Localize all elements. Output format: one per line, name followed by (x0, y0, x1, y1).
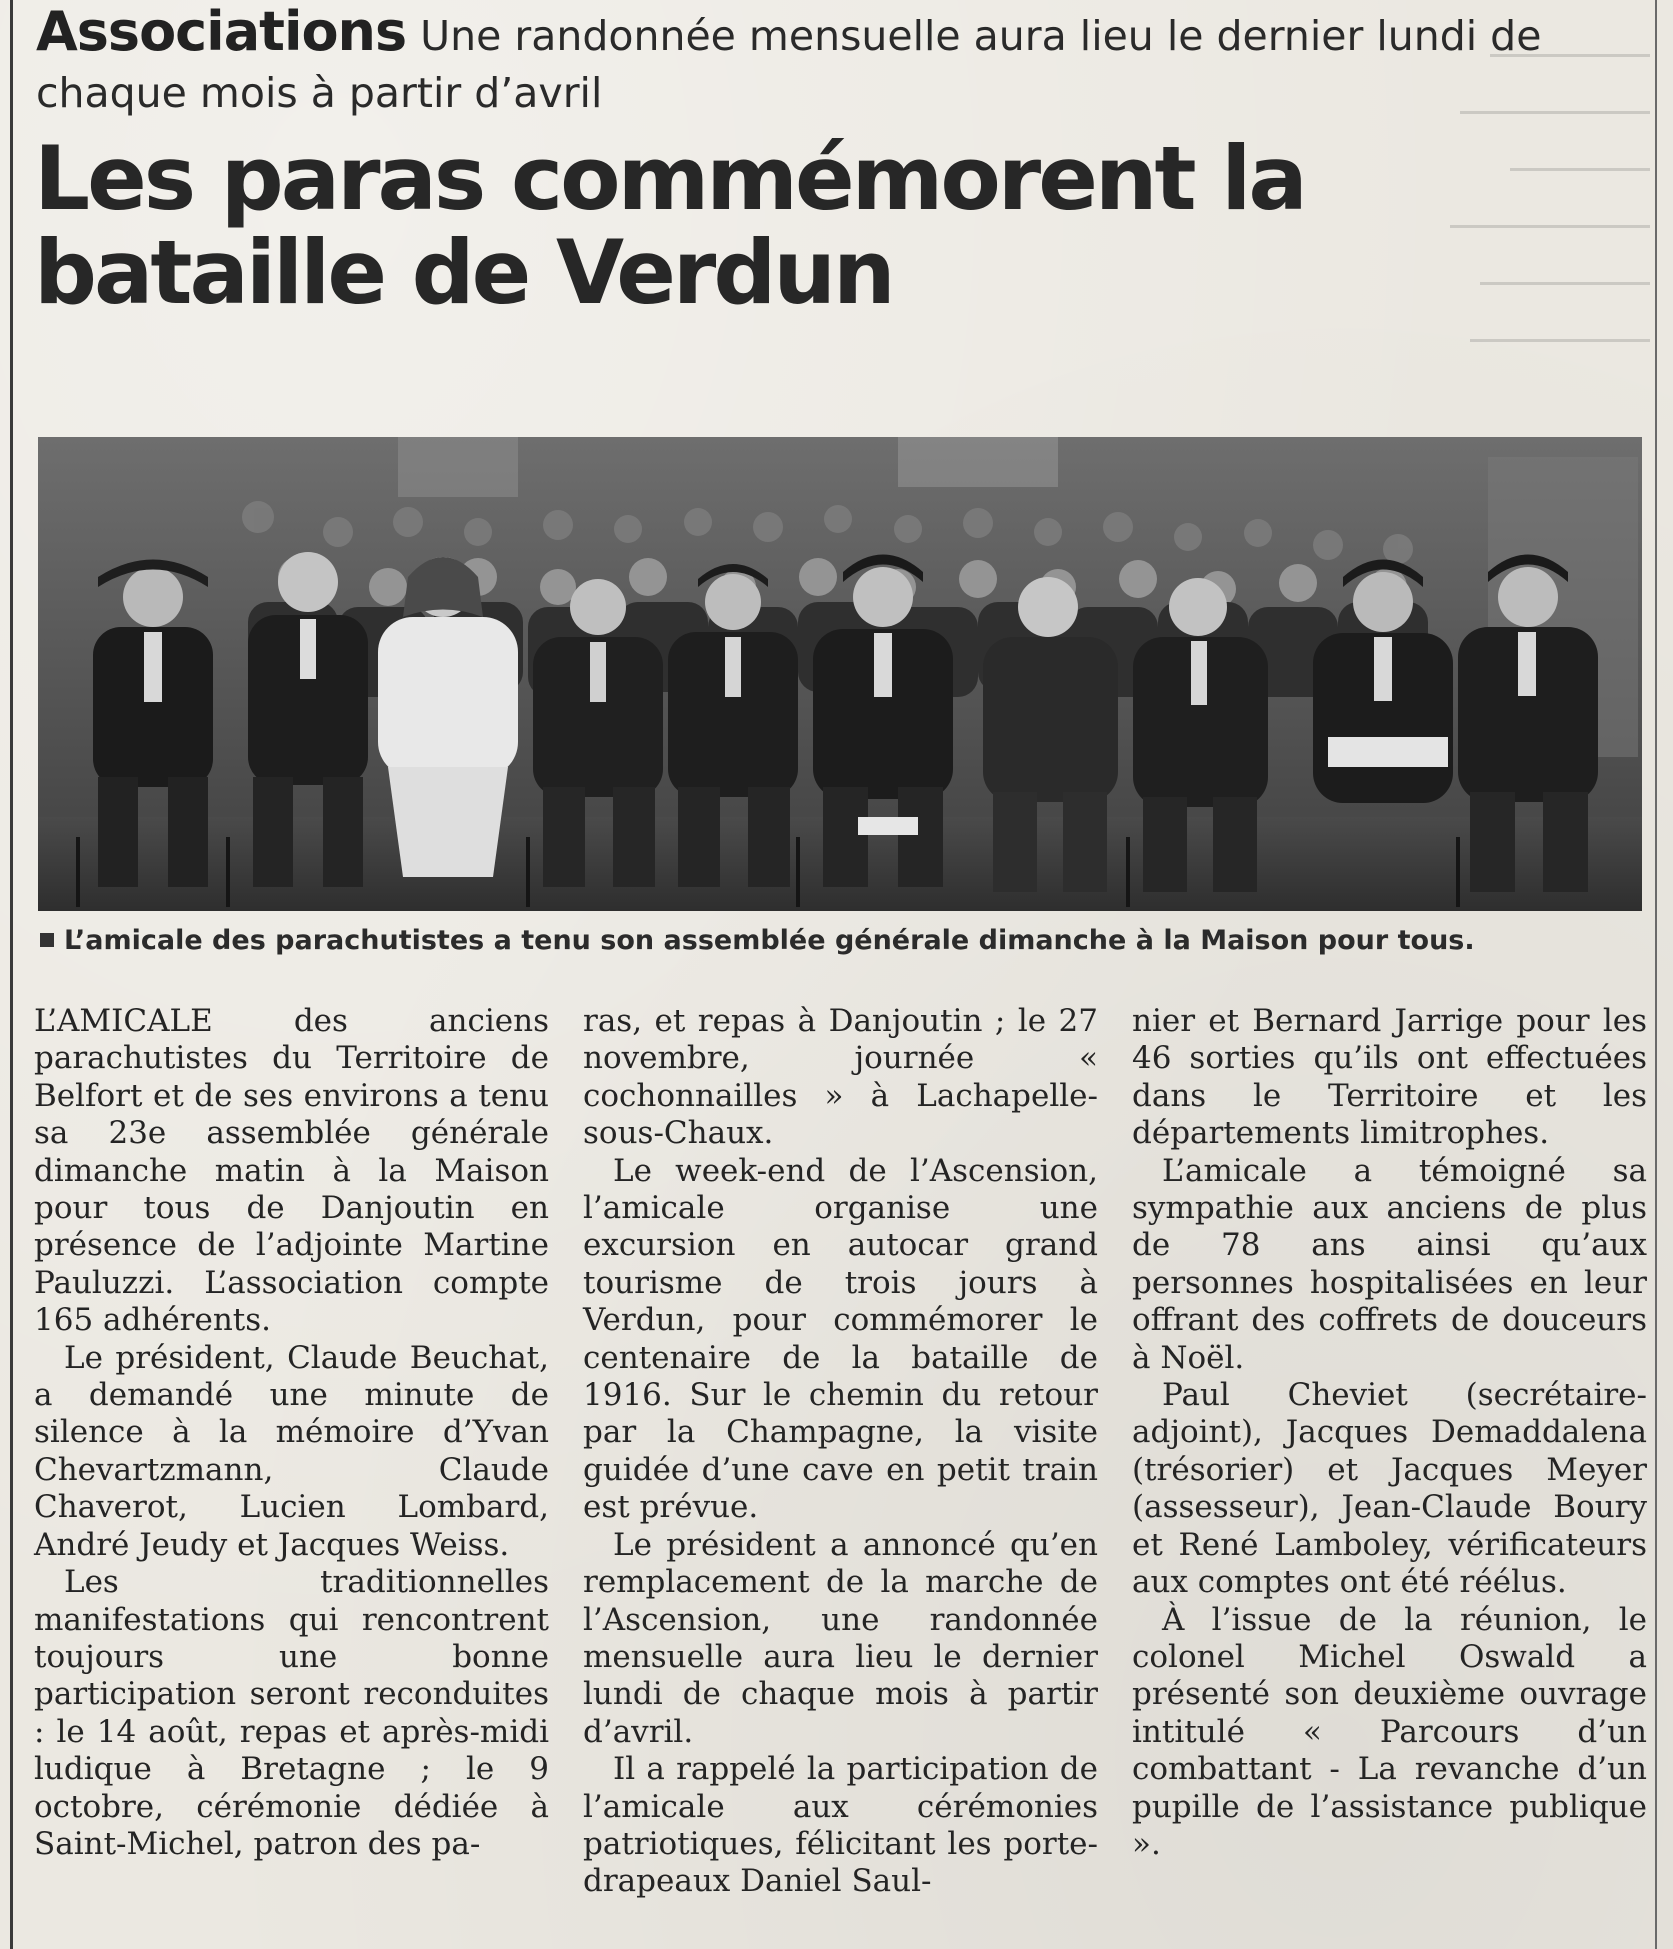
headline: Les paras commémorent la bataille de Verdun (34, 127, 1305, 324)
left-column-rule (10, 0, 13, 1949)
paragraph: L’amicale a témoigné sa sympathie aux anciens de plus de 78 ans ainsi qu’aux personnes hospitalisées en leur offrant des coffrets de douceurs à Noël. (1132, 1152, 1647, 1376)
paragraph: Paul Cheviet (secrétaire-adjoint), Jacques Demaddalena (trésorier) et Jacques Meyer (assesseur), Jean-Claude Boury et René Lamboley, vérificateurs aux comptes ont été réélus. (1132, 1377, 1647, 1601)
paragraph: Le président, Claude Beuchat, a demandé une minute de silence à la mémoire d’Yvan Chevartzmann, Claude Chaverot, Lucien Lombard, André Jeudy et Jacques Weiss. (34, 1339, 549, 1563)
paragraph: nier et Bernard Jarrige pour les 46 sorties qu’ils ont effectuées dans le Territoire et les départements limitrophes. (1132, 1003, 1647, 1152)
photo-caption (40, 921, 1650, 961)
paragraph: Il a rappelé la participation de l’amicale aux cérémonies patriotiques, félicitant les porte-drapeaux Daniel Saul- (583, 1751, 1098, 1900)
caption-text: L’amicale des parachutistes a tenu son assemblée générale dimanche à la Maison pour tous. (64, 925, 1475, 956)
caption-square-bullet-icon (40, 933, 54, 947)
audience-photo-icon (38, 437, 1642, 911)
paragraph: À l’issue de la réunion, le colonel Michel Oswald a présenté son deuxième ouvrage intitulé « Parcours d’un combattant - La revanche d’un pupille de l’assistance publique ». (1132, 1601, 1647, 1862)
paragraph: Le week-end de l’Ascension, l’amicale organise une excursion en autocar grand tourisme de trois jours à Verdun, pour commémorer le centenaire de la bataille de 1916. Sur le chemin du retour par la Champagne, la visite guidée d’une cave en petit train est prévue. (583, 1152, 1098, 1526)
paragraph: ras, et repas à Danjoutin ; le 27 novembre, journée « cochonnailles » à Lachapelle-sous-Chaux. (583, 1003, 1098, 1152)
paragraph: Les traditionnelles manifestations qui rencontrent toujours une bonne participation seront reconduites : le 14 août, repas et après-midi ludique à Bretagne ; le 9 octobre, cérémonie dédiée à Saint-Michel, patron des pa- (34, 1564, 549, 1862)
section-rubric: Associations (36, 0, 407, 63)
kicker-subtitle: Une randonnée mensuelle aura lieu le dernier lundi de chaque mois à partir d’avril (36, 12, 1542, 117)
right-column-rule (1655, 0, 1657, 1949)
paragraph: Le président a annoncé qu’en remplacement de la marche de l’Ascension, une randonnée mensuelle aura lieu le dernier lundi de chaque mois à partir d’avril. (583, 1526, 1098, 1750)
paragraph: L’AMICALE des anciens parachutistes du Territoire de Belfort et de ses environs a tenu sa 23e assemblée générale dimanche matin à la Maison pour tous de Danjoutin en présence de l’adjointe Martine Pauluzzi. L’association compte 165 adhérents. (34, 1003, 549, 1339)
article-column-2 (583, 1003, 1098, 1901)
article-body (34, 1003, 1648, 1901)
article-kicker (36, 0, 1596, 126)
article-column-3 (1132, 1003, 1647, 1901)
audience-photo (38, 437, 1642, 911)
article-column-1 (34, 1003, 549, 1901)
